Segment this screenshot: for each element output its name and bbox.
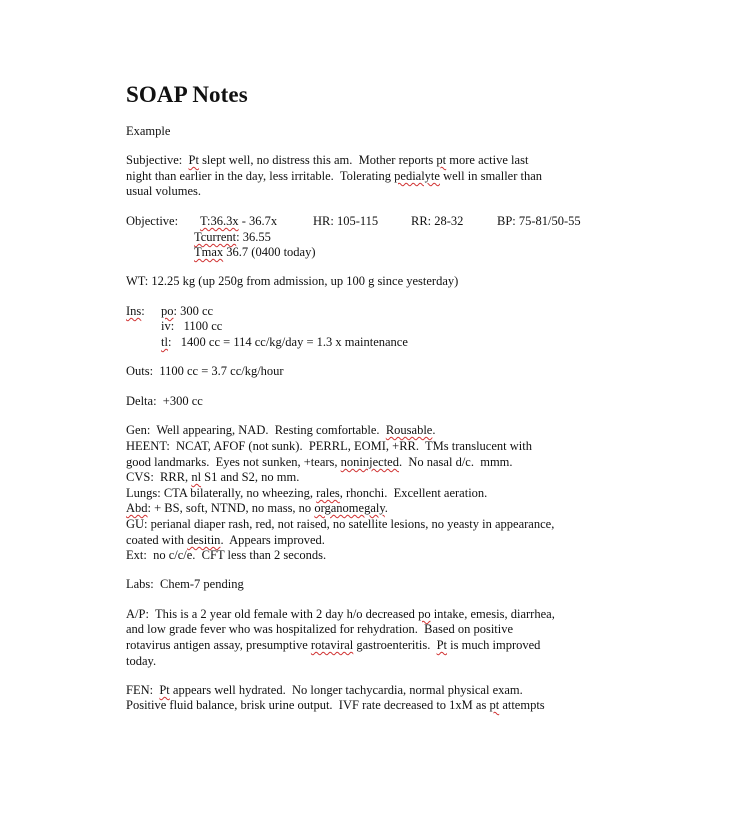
text-run: gastroenteritis. bbox=[353, 638, 437, 652]
text-run: coated with bbox=[126, 533, 188, 547]
misspelled-word: Rousable bbox=[385, 423, 433, 437]
misspelled-word: Abd bbox=[126, 501, 148, 515]
delta-line: Delta: +300 cc bbox=[126, 394, 203, 408]
text-run: appears well hydrated. No longer tachycardia, normal physical exam. bbox=[169, 683, 523, 697]
misspelled-word: rales bbox=[316, 486, 340, 500]
exam-ext: Ext: no c/c/e. CFT less than 2 seconds. bbox=[126, 548, 327, 562]
misspelled-word: tl bbox=[161, 335, 168, 349]
text-run: . bbox=[432, 423, 436, 437]
respiratory-rate: RR: 28-32 bbox=[411, 214, 464, 228]
text-run: . bbox=[384, 501, 388, 515]
text-run: Positive fluid balance, brisk urine output. IVF rate decreased to 1xM as bbox=[126, 698, 490, 712]
text-run: rotavirus antigen assay, presumptive bbox=[126, 638, 311, 652]
exam-heent-2 bbox=[126, 454, 513, 470]
ins-label bbox=[126, 303, 145, 319]
ins-po bbox=[161, 303, 213, 319]
text-run: CVS: RRR, bbox=[126, 470, 192, 484]
misspelled-word: pt bbox=[489, 698, 500, 712]
misspelled-word: Pt bbox=[188, 153, 199, 167]
text-run: : 36.55 bbox=[236, 230, 271, 244]
text-run: A/P: This is a 2 year old female with 2 day h/o decreased bbox=[126, 607, 419, 621]
text-run: , rhonchi. Excellent aeration. bbox=[339, 486, 488, 500]
subjective-line-2 bbox=[126, 168, 542, 184]
exam-cvs bbox=[126, 469, 299, 485]
exam-gu-2 bbox=[126, 532, 325, 548]
misspelled-word: Tmax bbox=[194, 245, 224, 259]
misspelled-word: rotaviral bbox=[310, 638, 354, 652]
fen-line-1 bbox=[126, 682, 523, 698]
temp-current bbox=[194, 229, 271, 245]
temp-range bbox=[200, 213, 277, 229]
text-run: good landmarks. Eyes not sunken, +tears, bbox=[126, 455, 341, 469]
labs-line: Labs: Chem-7 pending bbox=[126, 577, 244, 591]
blood-pressure: BP: 75-81/50-55 bbox=[497, 214, 581, 228]
misspelled-word: Pt bbox=[436, 638, 448, 652]
heart-rate: HR: 105-115 bbox=[313, 214, 379, 228]
misspelled-word: T:36.3x bbox=[200, 214, 239, 228]
exam-heent-1: HEENT: NCAT, AFOF (not sunk). PERRL, EOMI, +RR. TMs translucent with bbox=[126, 439, 532, 453]
subjective-line-1 bbox=[126, 152, 528, 168]
text-run: FEN: bbox=[126, 683, 160, 697]
fen-line-2 bbox=[126, 697, 545, 713]
ins-total bbox=[161, 334, 408, 350]
text-run: Gen: Well appearing, NAD. Resting comfortable. bbox=[126, 423, 386, 437]
ap-line-1 bbox=[126, 606, 555, 622]
ap-line-2: and low grade fever who was hospitalized for rehydration. Based on positive bbox=[126, 622, 514, 636]
text-run: S1 and S2, no mm. bbox=[201, 470, 300, 484]
misspelled-word: po bbox=[161, 304, 174, 318]
misspelled-word: nl bbox=[191, 470, 202, 484]
misspelled-word: po bbox=[418, 607, 431, 621]
misspelled-word: Ins bbox=[126, 304, 142, 318]
text-run: : + BS, soft, NTND, no mass, no bbox=[147, 501, 315, 515]
weight-line: WT: 12.25 kg (up 250g from admission, up 100 g since yesterday) bbox=[126, 274, 459, 288]
text-run: . Appears improved. bbox=[220, 533, 325, 547]
text-run: more active last bbox=[446, 153, 529, 167]
exam-gu-1: GU: perianal diaper rash, red, not raised, no satellite lesions, no yeasty in appearance, bbox=[126, 517, 555, 531]
example-label: Example bbox=[126, 124, 171, 138]
temp-max bbox=[194, 244, 316, 260]
text-run: 36.7 (0400 today) bbox=[223, 245, 316, 259]
text-run: : bbox=[141, 304, 145, 318]
ap-line-4: today. bbox=[126, 654, 157, 668]
text-run: : 1400 cc = 114 cc/kg/day = 1.3 x maintenance bbox=[167, 335, 408, 349]
exam-lungs bbox=[126, 485, 487, 501]
ap-line-3 bbox=[126, 637, 540, 653]
misspelled-word: pt bbox=[436, 153, 447, 167]
text-run: Lungs: CTA bilaterally, no wheezing, bbox=[126, 486, 317, 500]
misspelled-word: Pt bbox=[159, 683, 170, 697]
text-run: is much improved bbox=[447, 638, 541, 652]
misspelled-word: Tcurrent bbox=[194, 230, 237, 244]
text-run: attempts bbox=[499, 698, 545, 712]
misspelled-word: pedialyte bbox=[394, 169, 440, 183]
page-title: SOAP Notes bbox=[126, 82, 248, 107]
ins-iv: iv: 1100 cc bbox=[161, 319, 223, 333]
objective-label: Objective: bbox=[126, 214, 179, 228]
subjective-label: Subjective: bbox=[126, 153, 183, 167]
text-run: slept well, no distress this am. Mother reports bbox=[198, 153, 437, 167]
text-run: : 300 cc bbox=[173, 304, 214, 318]
subjective-line-3: usual volumes. bbox=[126, 184, 201, 198]
misspelled-word: noninjected bbox=[340, 455, 399, 469]
text-run: intake, emesis, diarrhea, bbox=[430, 607, 555, 621]
exam-abd bbox=[126, 500, 388, 516]
text-run: . No nasal d/c. mmm. bbox=[398, 455, 513, 469]
misspelled-word: desitin bbox=[187, 533, 221, 547]
outs-line: Outs: 1100 cc = 3.7 cc/kg/hour bbox=[126, 364, 284, 378]
text-run: night than earlier in the day, less irritable. Tolerating bbox=[126, 169, 395, 183]
exam-gen bbox=[126, 422, 435, 438]
text-run: well in smaller than bbox=[439, 169, 543, 183]
text-run: - 36.7x bbox=[238, 214, 278, 228]
misspelled-word: organomegaly bbox=[314, 501, 385, 515]
